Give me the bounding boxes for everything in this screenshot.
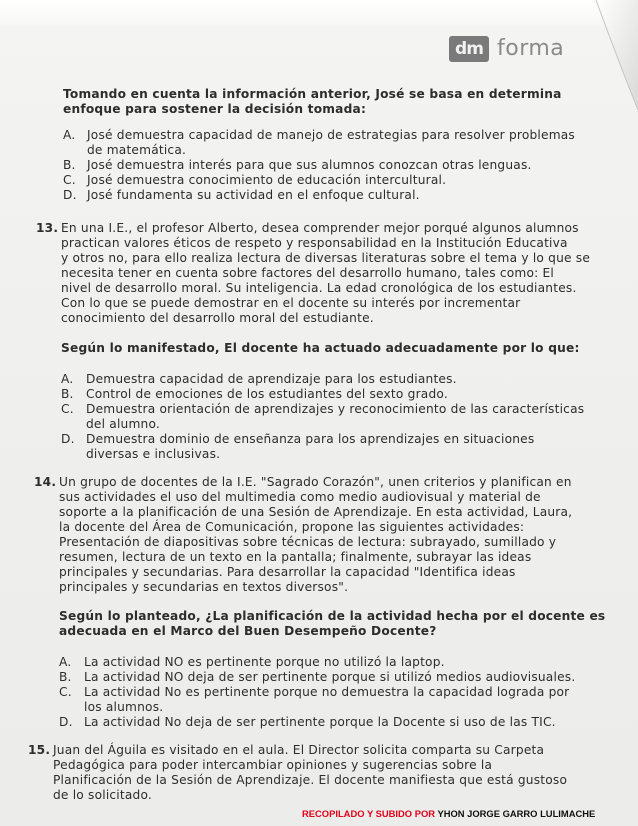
credit-author: YHON JORGE GARRO LULIMACHE bbox=[437, 808, 596, 819]
q13-number: 13. bbox=[36, 221, 59, 235]
q13-question: Según lo manifestado, El docente ha actuado adecuadamente por lo que: bbox=[61, 341, 580, 355]
uploader-credit bbox=[302, 808, 595, 819]
q13-stem-line-2: practican valores éticos de respeto y responsabilidad en la Institución Educativa bbox=[61, 236, 568, 250]
q13-option-d-line-1: Demuestra dominio de enseñanza para los aprendizajes en situaciones bbox=[86, 432, 535, 446]
q13-option-b-line-1: Control de emociones de los estudiantes del sexto grado. bbox=[86, 387, 448, 401]
q13-option-letter-d: D. bbox=[61, 432, 75, 446]
intro-option-a-line-1: José demuestra capacidad de manejo de estrategias para resolver problemas bbox=[87, 128, 575, 142]
q14-stem-line-2: sus actividades el uso del multimedia como medio audiovisual y material de bbox=[59, 490, 541, 504]
intro-line-1: Tomando en cuenta la información anterior, José se basa en determina bbox=[63, 87, 562, 101]
q14-option-b-line-1: La actividad NO deja de ser pertinente porque si utilizó medios audiovisuales. bbox=[84, 670, 576, 684]
q14-number: 14. bbox=[34, 475, 57, 489]
q15-stem-line-4: de lo solicitado. bbox=[53, 788, 152, 802]
q14-option-a-line-1: La actividad NO es pertinente porque no utilizó la laptop. bbox=[84, 655, 445, 669]
q13-option-letter-c: C. bbox=[61, 402, 74, 416]
q14-stem-line-5: Presentación de diapositivas sobre técnicas de lectura: subrayado, sumillado y bbox=[59, 535, 557, 549]
q13-option-d-line-2: diversas e inclusivas. bbox=[86, 447, 221, 461]
q14-option-letter-d: D. bbox=[59, 715, 73, 729]
q13-stem-line-3: y otros no, para ello realiza lectura de diversas literaturas sobre el tema y lo que se bbox=[61, 251, 591, 265]
q14-option-c-line-1: La actividad No es pertinente porque no demuestra la capacidad lograda por bbox=[84, 685, 570, 699]
intro-option-b-line-1: José demuestra interés para que sus alumnos conozcan otras lenguas. bbox=[87, 158, 532, 172]
q13-option-a-line-1: Demuestra capacidad de aprendizaje para los estudiantes. bbox=[86, 372, 457, 386]
q14-stem-line-6: resumen, lectura de un texto en la pantalla; finalmente, subrayar las ideas bbox=[59, 550, 532, 564]
q14-option-d-line-1: La actividad No deja de ser pertinente porque la Docente si uso de las TIC. bbox=[84, 715, 556, 729]
q13-stem-line-7: conocimiento del desarrollo moral del estudiante. bbox=[61, 311, 374, 325]
intro-option-letter-c: C. bbox=[63, 173, 76, 187]
q14-stem-line-3: soporte a la planificación de una Sesión de Aprendizaje. En esta actividad, Laura, bbox=[59, 505, 573, 519]
q14-stem-line-8: principales y secundarias en textos diversos". bbox=[59, 580, 349, 594]
q15-stem-line-1: Juan del Águila es visitado en el aula. El Director solicita comparta su Carpeta bbox=[53, 743, 545, 757]
q14-option-letter-c: C. bbox=[59, 685, 72, 699]
intro-option-letter-b: B. bbox=[63, 158, 76, 172]
intro-option-c-line-1: José demuestra conocimiento de educación intercultural. bbox=[87, 173, 447, 187]
q13-option-letter-a: A. bbox=[61, 372, 74, 386]
dm-logo-mark: dm bbox=[449, 36, 489, 62]
q15-stem-line-2: Pedagógica para poder intercambiar opiniones y sugerencias sobre la bbox=[53, 758, 493, 772]
q15-stem-line-3: Planificación de la Sesión de Aprendizaje. El docente manifiesta que está gustoso bbox=[53, 773, 568, 787]
q15-number: 15. bbox=[28, 743, 51, 757]
q13-stem-line-4: necesita tener en cuenta sobre factores del desarrollo humano, tales como: El bbox=[61, 266, 555, 280]
intro-line-2: enfoque para sostener la decisión tomada: bbox=[63, 102, 367, 116]
q13-stem-line-5: nivel de desarrollo moral. Su inteligencia. La edad cronológica de los estudiantes. bbox=[61, 281, 577, 295]
intro-option-a-line-2: de matemática. bbox=[87, 143, 187, 157]
q14-option-letter-b: B. bbox=[59, 670, 72, 684]
q14-stem-line-7: principales y secundarias. Para desarrollar la capacidad "Identifica ideas bbox=[59, 565, 516, 579]
q14-question-line-2: adecuada en el Marco del Buen Desempeño Docente? bbox=[59, 624, 437, 638]
intro-option-d-line-1: José fundamenta su actividad en el enfoque cultural. bbox=[87, 188, 420, 202]
q13-stem-line-1: En una I.E., el profesor Alberto, desea comprender mejor porqué algunos alumnos bbox=[61, 221, 579, 235]
q14-question-line-1: Según lo planteado, ¿La planificación de la actividad hecha por el docente es bbox=[59, 609, 606, 623]
q14-option-c-line-2: los alumnos. bbox=[84, 700, 164, 714]
q13-option-c-line-1: Demuestra orientación de aprendizajes y reconocimiento de las características bbox=[86, 402, 585, 416]
q14-stem-line-1: Un grupo de docentes de la I.E. "Sagrado Corazón", unen criterios y planifican en bbox=[59, 475, 572, 489]
forma-logo-word: forma bbox=[497, 36, 565, 61]
q13-option-letter-b: B. bbox=[61, 387, 74, 401]
credit-label: RECOPILADO Y SUBIDO POR bbox=[302, 808, 438, 819]
intro-option-letter-a: A. bbox=[63, 128, 76, 142]
q13-option-c-line-2: del alumno. bbox=[86, 417, 160, 431]
q13-stem-line-6: Con lo que se puede demostrar en el docente su interés por incrementar bbox=[61, 296, 521, 310]
q14-stem-line-4: la docente del Área de Comunicación, propone las siguientes actividades: bbox=[59, 520, 525, 534]
intro-option-letter-d: D. bbox=[63, 188, 77, 202]
q14-option-letter-a: A. bbox=[59, 655, 72, 669]
